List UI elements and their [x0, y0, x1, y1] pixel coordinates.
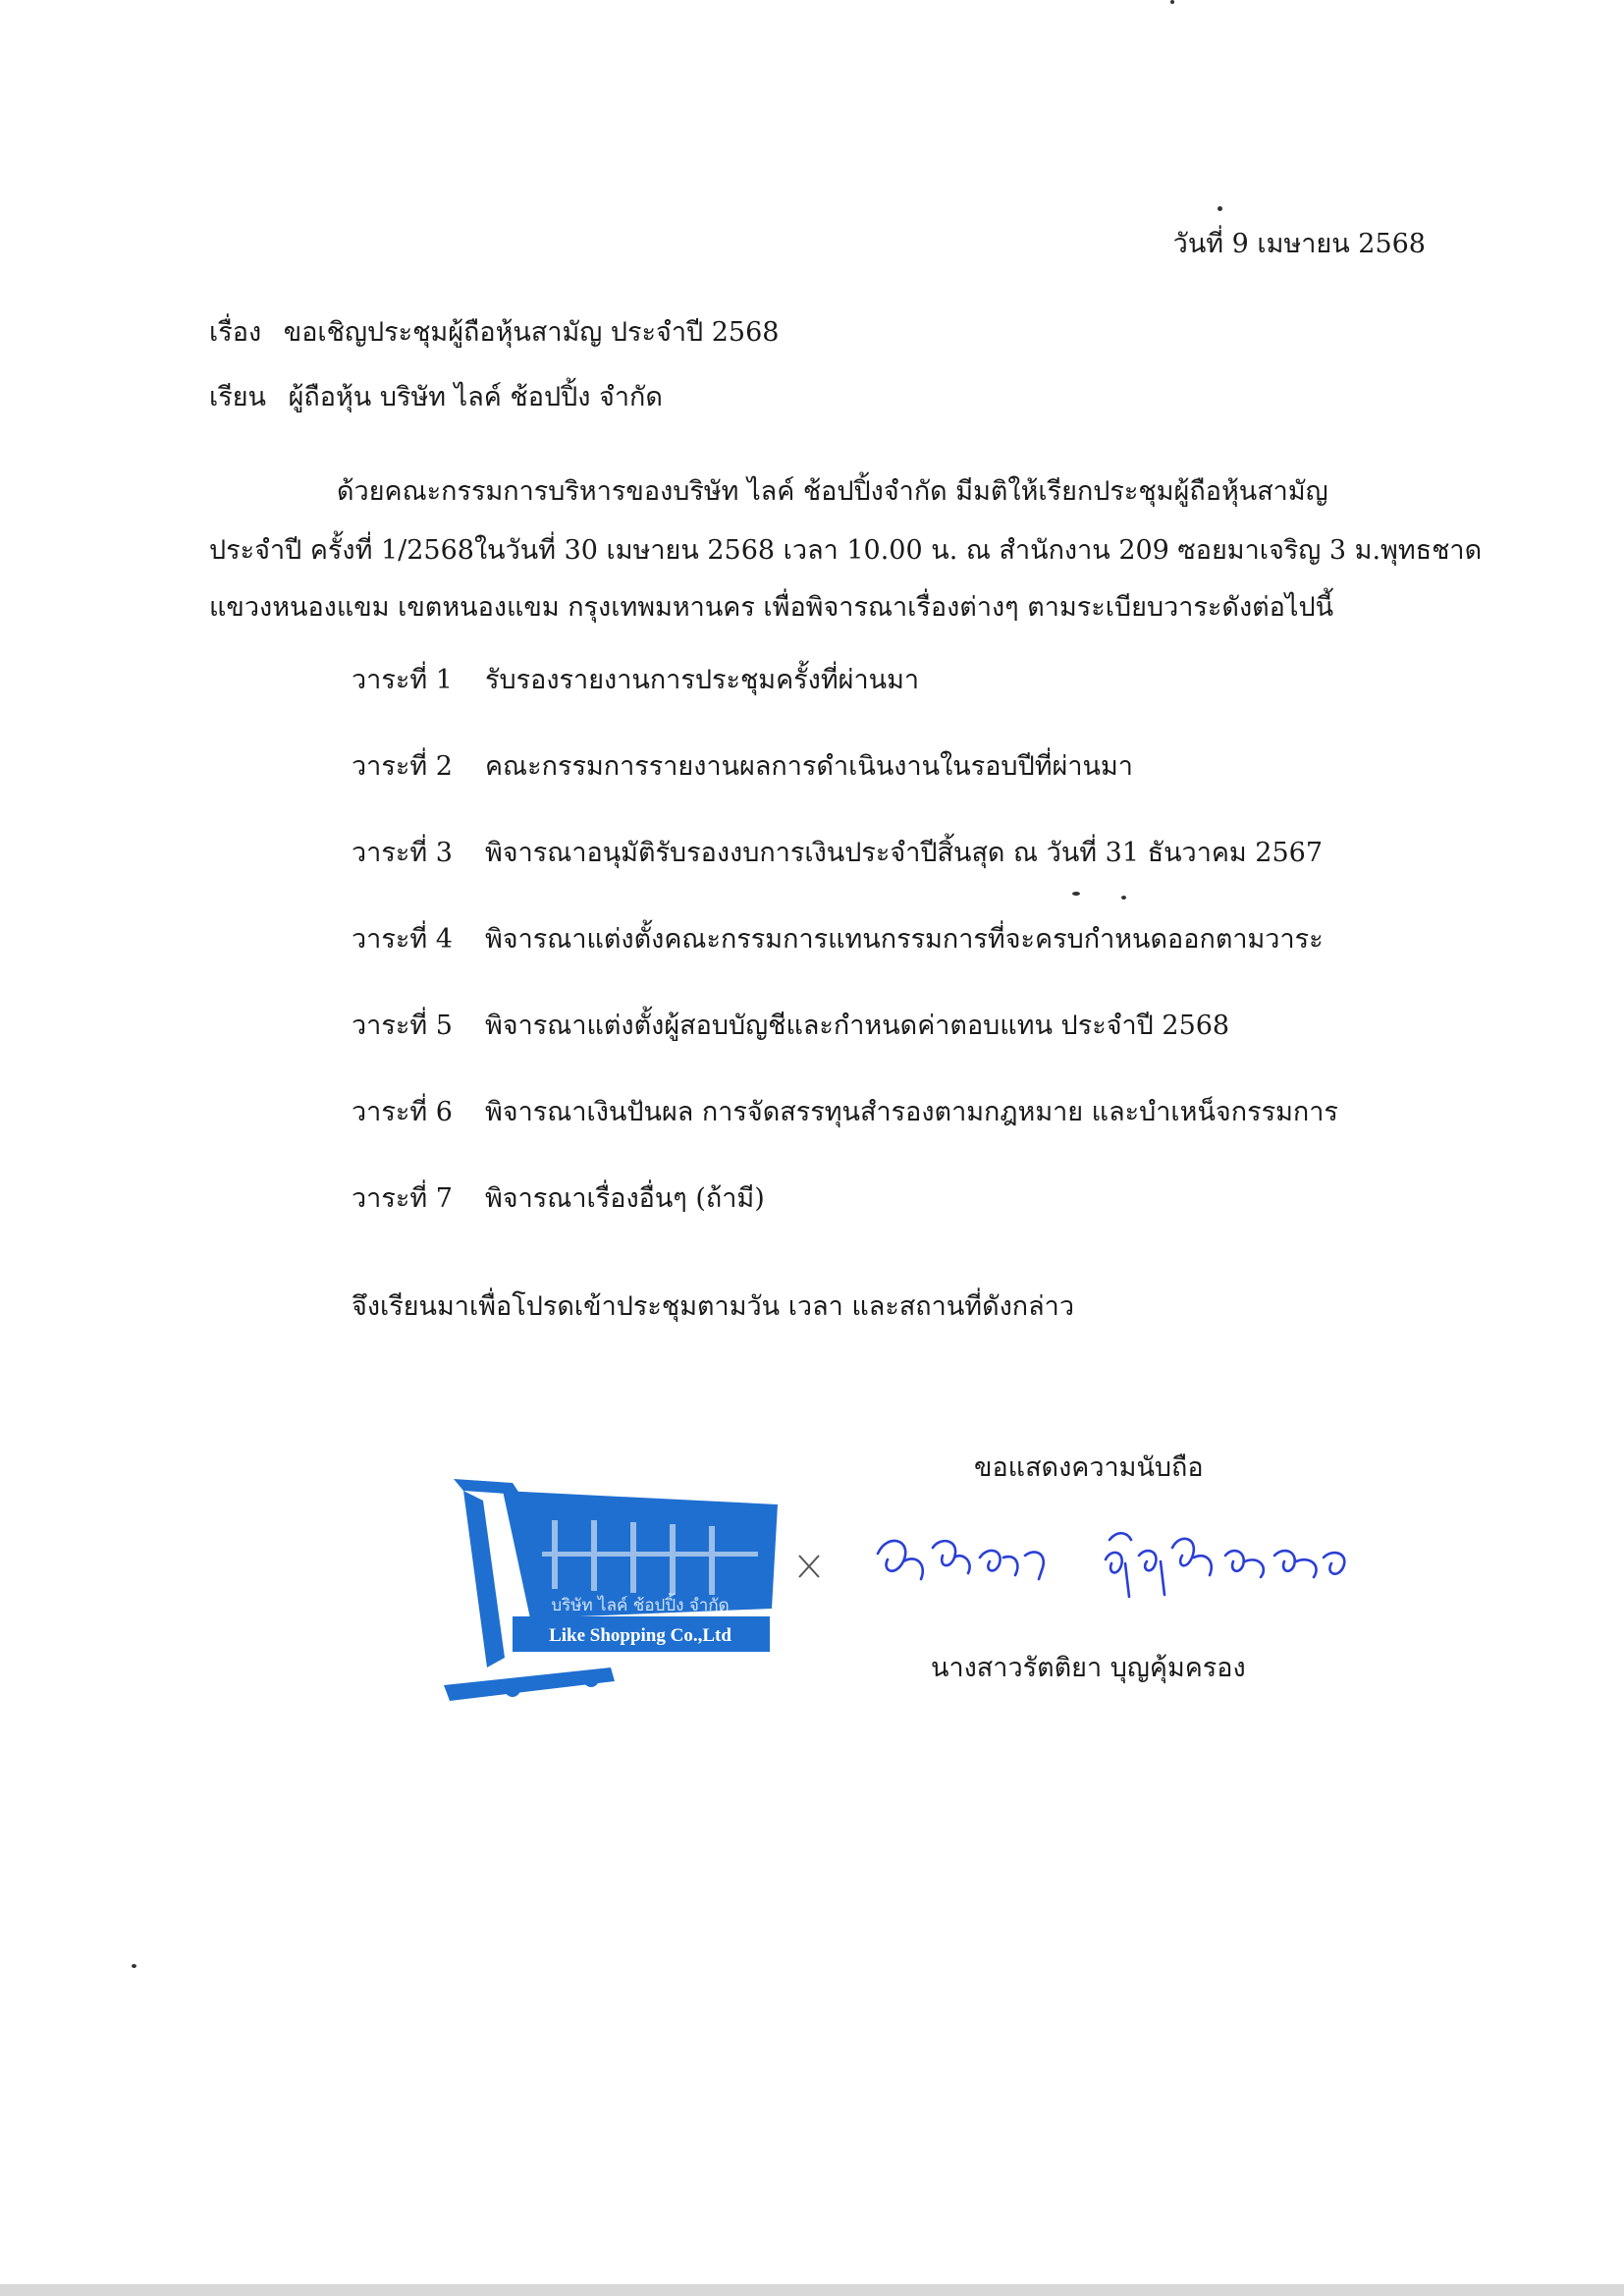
agenda-text: พิจารณาอนุมัติรับรองงบการเงินประจำปีสิ้นสุด ณ วันที่ 31 ธันวาคม 2567	[485, 838, 1324, 868]
body-line-2: ประจำปี ครั้งที่ 1/2568ในวันที่ 30 เมษายน 2568 เวลา 10.00 น. ณ สำนักงาน 209 ซอยมาเจริญ 3 ม.พุทธชาด	[209, 535, 1483, 566]
stamp-text-th: บริษัท ไลค์ ช้อปปิ้ง จำกัด	[551, 1596, 730, 1615]
body-line-3: แขวงหนองแขม เขตหนองแขม กรุงเทพมหานคร เพื่อพิจารณาเรื่องต่างๆ ตามระเบียบวาระดังต่อไปนี้	[209, 592, 1334, 623]
subject-text: ขอเชิญประชุมผู้ถือหุ้นสามัญ ประจำปี 2568	[283, 317, 780, 348]
recipient-label: เรียน	[209, 382, 267, 412]
signer-name: นางสาวรัตติยา บุญคุ้มครอง	[931, 1653, 1246, 1683]
agenda-text: พิจารณาเงินปันผล การจัดสรรทุนสำรองตามกฎหมาย และบำเหน็จกรรมการ	[485, 1097, 1338, 1127]
letter-date: วันที่ 9 เมษายน 2568	[1172, 229, 1426, 259]
stamp-text-en: Like Shopping Co.,Ltd	[549, 1625, 731, 1646]
agenda-item	[352, 664, 1432, 750]
body-line-1: ด้วยคณะกรรมการบริหารของบริษัท ไลค์ ช้อปปิ้งจำกัด มีมติให้เรียกประชุมผู้ถือหุ้นสามัญ	[337, 476, 1328, 507]
subject-line	[209, 316, 779, 350]
agenda-item	[352, 837, 1432, 923]
scan-speck	[1218, 206, 1222, 211]
scan-edge	[0, 2284, 1624, 2296]
agenda-number: วาระที่ 7	[352, 1183, 453, 1214]
scan-speck	[1121, 896, 1126, 900]
agenda-text: รับรองรายงานการประชุมครั้งที่ผ่านมา	[485, 665, 920, 695]
agenda-number: วาระที่ 1	[352, 665, 453, 695]
signature-icon	[793, 1518, 1363, 1626]
agenda-number: วาระที่ 3	[352, 838, 453, 868]
agenda-text: พิจารณาเรื่องอื่นๆ (ถ้ามี)	[485, 1183, 765, 1214]
subject-label: เรื่อง	[209, 317, 262, 348]
closing-line: จึงเรียนมาเพื่อโปรดเข้าประชุมตามวัน เวลา และสถานที่ดังกล่าว	[352, 1291, 1075, 1322]
recipient-text: ผู้ถือหุ้น บริษัท ไลค์ ช้อปปิ้ง จำกัด	[288, 382, 663, 412]
agenda-text: พิจารณาแต่งตั้งผู้สอบบัญชีและกำหนดค่าตอบแทน ประจำปี 2568	[485, 1011, 1230, 1041]
scan-speck	[1072, 892, 1080, 896]
agenda-item	[352, 1010, 1432, 1096]
recipient-line	[209, 381, 663, 414]
regards-line: ขอแสดงความนับถือ	[974, 1452, 1204, 1483]
agenda-item	[352, 923, 1432, 1010]
agenda-item	[352, 750, 1432, 837]
agenda-item	[352, 1096, 1432, 1182]
agenda-number: วาระที่ 5	[352, 1011, 453, 1041]
company-stamp-icon	[444, 1461, 785, 1705]
scan-speck	[132, 1964, 136, 1968]
agenda-number: วาระที่ 6	[352, 1097, 453, 1127]
agenda-number: วาระที่ 4	[352, 924, 453, 955]
agenda-item	[352, 1182, 1432, 1269]
agenda-text: พิจารณาแต่งตั้งคณะกรรมการแทนกรรมการที่จะครบกำหนดออกตามวาระ	[485, 924, 1324, 955]
agenda-text: คณะกรรมการรายงานผลการดำเนินงานในรอบปีที่ผ่านมา	[485, 751, 1133, 782]
agenda-number: วาระที่ 2	[352, 751, 453, 782]
agenda-list	[352, 664, 1432, 1269]
scan-speck	[1170, 0, 1174, 4]
